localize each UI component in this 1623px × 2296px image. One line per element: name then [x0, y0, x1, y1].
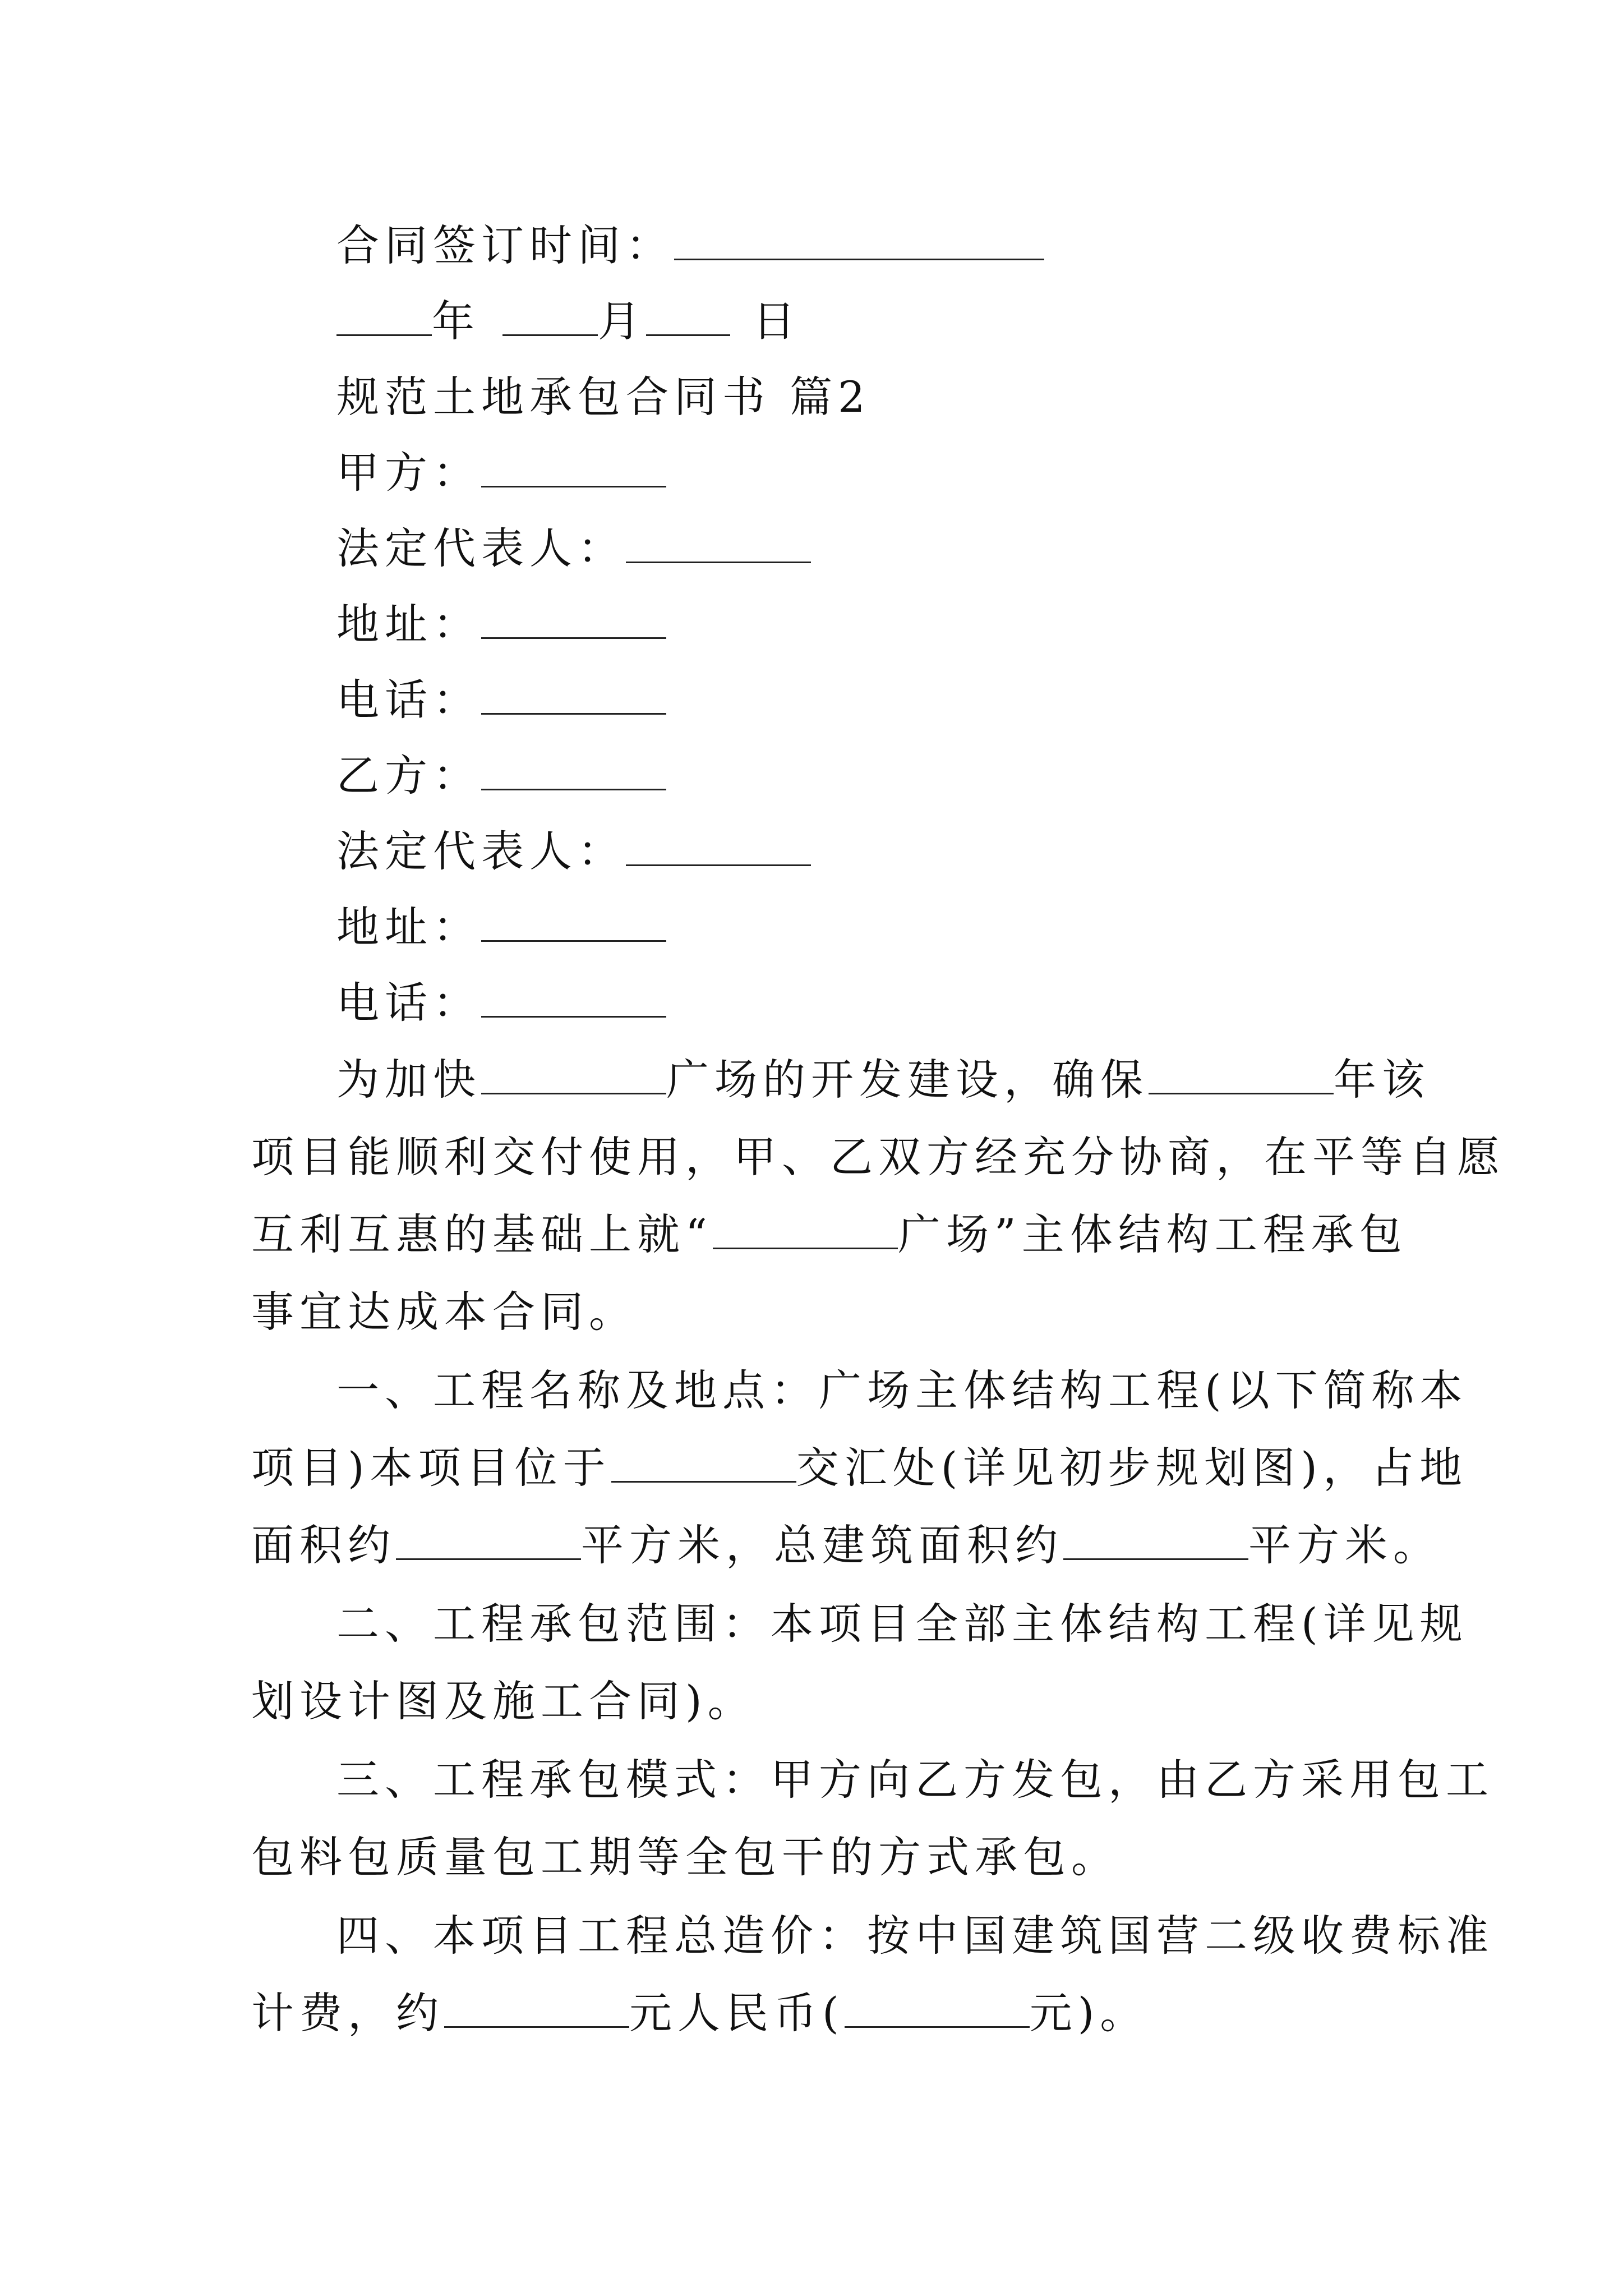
clause-1-line-1: 一、工程名称及地点：广场主体结构工程(以下简称本	[336, 1365, 1468, 1415]
day-label: 日	[753, 296, 801, 346]
party-a-blank	[481, 450, 666, 487]
intro-text: 广场的开发建设，确保	[666, 1055, 1149, 1105]
party-b-rep-label: 法定代表人：	[336, 826, 626, 876]
plaza-name-blank	[713, 1212, 898, 1249]
intro-line-1	[336, 1042, 1464, 1118]
clause-2-line-1: 二、工程承包范围：本项目全部主体结构工程(详见规	[336, 1599, 1468, 1649]
party-b-address-blank	[481, 904, 666, 942]
year-label: 年	[432, 296, 480, 346]
price-words-blank	[444, 1990, 629, 2028]
party-a-label: 甲方：	[336, 448, 481, 498]
party-a-address-line	[336, 586, 1464, 662]
intro-text: 年该	[1334, 1055, 1430, 1105]
party-b-rep-blank	[626, 829, 811, 866]
clause-text: 计费，约	[251, 1988, 444, 2038]
land-area-blank	[396, 1522, 581, 1560]
clause-text: 交汇处(详见初步规划图)，占地	[796, 1443, 1468, 1493]
month-blank	[502, 298, 598, 336]
signing-time-line	[336, 208, 1464, 284]
party-b-address-label: 地址：	[336, 902, 481, 952]
intro-line-2: 项目能顺利交付使用，甲、乙双方经充分协商，在平等自愿	[251, 1132, 1505, 1182]
year-blank	[1149, 1057, 1334, 1094]
year-blank	[336, 298, 432, 336]
clause-3-line-1: 三、工程承包模式：甲方向乙方发包，由乙方采用包工	[336, 1755, 1494, 1805]
month-label: 月	[598, 296, 646, 346]
intro-text: 为加快	[336, 1055, 481, 1105]
intersection-blank	[611, 1445, 796, 1483]
clause-3-line-2: 包料包质量包工期等全包干的方式承包。	[251, 1832, 1119, 1882]
clause-text: 平方米，总建筑面积约	[581, 1520, 1063, 1570]
party-b-line	[336, 738, 1464, 814]
intro-text: 互利互惠的基础上就“	[251, 1209, 713, 1259]
clause-text: 元)。	[1029, 1988, 1149, 2038]
clause-1-line-2	[251, 1430, 1468, 1506]
section-title: 规范土地承包合同书 篇2	[336, 372, 871, 422]
party-a-phone-line	[336, 662, 1464, 738]
party-b-label: 乙方：	[336, 751, 481, 800]
party-a-rep-blank	[626, 526, 811, 563]
building-area-blank	[1063, 1522, 1248, 1560]
clause-text: 元人民币(	[629, 1988, 845, 2038]
clause-4-line-1: 四、本项目工程总造价：按中国建筑国营二级收费标准	[336, 1911, 1494, 1961]
intro-line-3	[251, 1197, 1408, 1273]
party-b-phone-label: 电话：	[336, 978, 481, 1028]
clause-4-line-2	[251, 1975, 1378, 2051]
party-a-phone-label: 电话：	[336, 675, 481, 725]
party-a-rep-line	[336, 510, 1464, 587]
clause-text: 平方米。	[1248, 1520, 1441, 1570]
plaza-name-blank	[481, 1057, 666, 1094]
clause-text: 项目)本项目位于	[251, 1443, 611, 1493]
date-line	[336, 283, 1464, 360]
party-b-phone-blank	[481, 980, 666, 1018]
signing-time-blank	[674, 223, 1044, 260]
intro-text: 广场”主体结构工程承包	[897, 1209, 1408, 1259]
signing-time-label: 合同签订时间：	[336, 220, 674, 270]
party-a-rep-label: 法定代表人：	[336, 523, 626, 573]
price-digits-blank	[845, 1990, 1030, 2028]
day-blank	[646, 298, 730, 336]
party-b-blank	[481, 753, 666, 790]
party-a-phone-blank	[481, 677, 666, 715]
clause-1-line-3	[251, 1507, 1441, 1584]
clause-text: 面积约	[251, 1520, 396, 1570]
party-b-address-line	[336, 889, 1464, 965]
party-b-rep-line	[336, 813, 1464, 890]
intro-line-4: 事宜达成本合同。	[251, 1287, 637, 1337]
party-a-line	[336, 435, 1464, 511]
party-b-phone-line	[336, 965, 1464, 1041]
party-a-address-blank	[481, 601, 666, 639]
party-a-address-label: 地址：	[336, 599, 481, 649]
clause-2-line-2: 划设计图及施工合同)。	[251, 1676, 756, 1726]
